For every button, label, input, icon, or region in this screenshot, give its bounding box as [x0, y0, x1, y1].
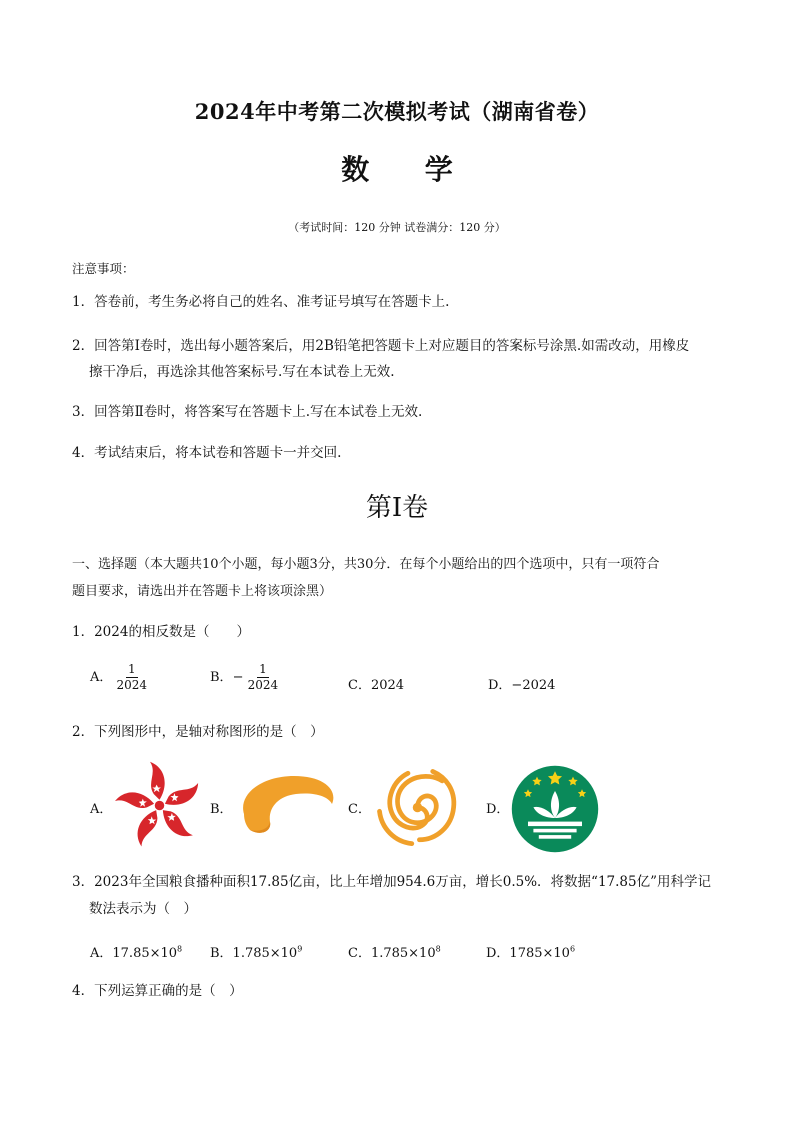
phoenix-logo [370, 760, 465, 859]
note-item-2: 2．回答第Ⅰ卷时，选出每小题答案后，用2B铅笔把答题卡上对应题目的答案标号涂黑.如需改动，用橡皮 [72, 338, 690, 354]
q1-option-b[interactable] [210, 662, 278, 693]
q1-b-numerator: 1 [259, 662, 267, 676]
note-item-2-cont: 擦干净后，再选涂其他答案标号.写在本试卷上无效. [89, 364, 395, 380]
q2-c-label[interactable]: C． [348, 802, 371, 817]
subject-char-1: 数 [341, 153, 370, 186]
exam-meta: （考试时间：120 分钟 试卷满分：120 分） [288, 221, 506, 234]
note-item-1: 1．答卷前，考生务必将自己的姓名、准考证号填写在答题卡上. [72, 294, 450, 310]
q1-a-label: A． [90, 670, 113, 685]
section-title: 第Ⅰ卷 [365, 493, 429, 523]
q1-b-sign: − [232, 670, 244, 685]
q4-stem: 4．下列运算正确的是（ ） [72, 983, 243, 999]
subject-title [0, 148, 794, 188]
hong-kong-bauhinia-emblem [112, 758, 207, 857]
exam-title: 2024年中考第二次模拟考试（湖南省卷） [194, 99, 600, 124]
q3-stem-line-2: 数法表示为（ ） [89, 901, 197, 917]
q3-option-c[interactable] [348, 942, 441, 961]
q3-c-exponent: 8 [435, 944, 441, 954]
part-intro-line-2: 题目要求，请选出并在答题卡上将该项涂黑） [72, 584, 333, 599]
macau-emblem [510, 764, 600, 858]
q1-b-fraction [248, 662, 279, 693]
q1-option-a[interactable] [90, 662, 147, 693]
hunan-tv-logo [232, 766, 342, 850]
q2-stem: 2．下列图形中，是轴对称图形的是（ ） [72, 724, 324, 740]
q3-b-exponent: 9 [297, 944, 303, 954]
q2-b-label[interactable]: B． [210, 802, 233, 817]
q1-option-d[interactable]: D．−2024 [488, 678, 556, 693]
q1-b-label: B． [210, 670, 233, 685]
q2-d-label[interactable]: D． [486, 802, 510, 817]
q3-b-base: B．1.785×10 [210, 946, 298, 961]
note-item-4: 4．考试结束后，将本试卷和答题卡一并交回. [72, 445, 342, 461]
phoenix-swirl-icon [370, 760, 465, 855]
note-item-3: 3．回答第Ⅱ卷时，将答案写在答题卡上.写在本试卷上无效. [72, 404, 423, 420]
q3-stem-line-1: 3．2023年全国粮食播种面积17.85亿亩，比上年增加954.6万亩，增长0.5%．将数据“17.85亿”用科学记 [72, 874, 711, 890]
q1-a-denominator: 2024 [116, 678, 148, 692]
orange-swoosh-icon [232, 766, 342, 846]
q1-stem: 1．2024的相反数是（ ） [72, 624, 250, 640]
notes-heading: 注意事项： [72, 261, 135, 276]
q3-d-base: D．1785×10 [486, 946, 570, 961]
bauhinia-icon [112, 758, 207, 853]
q2-a-label[interactable]: A． [90, 802, 113, 817]
part-intro-line-1: 一、选择题（本大题共10个小题，每小题3分，共30分．在每个小题给出的四个选项中，只有一项符合 [72, 557, 660, 572]
q1-a-numerator: 1 [127, 662, 136, 676]
q3-option-d[interactable] [486, 942, 575, 961]
q3-option-b[interactable] [210, 942, 302, 961]
subject-char-2: 学 [424, 153, 453, 186]
q1-a-fraction [117, 662, 148, 693]
q3-d-exponent: 6 [569, 944, 576, 954]
q3-a-base: A．17.85×10 [90, 946, 178, 961]
q3-c-base: C．1.785×10 [348, 946, 436, 961]
q3-option-a[interactable] [90, 942, 182, 961]
q1-b-denominator: 2024 [247, 678, 279, 692]
lotus-icon [510, 764, 600, 854]
q3-a-exponent: 8 [177, 944, 183, 954]
q1-option-c[interactable]: C．2024 [348, 678, 405, 693]
